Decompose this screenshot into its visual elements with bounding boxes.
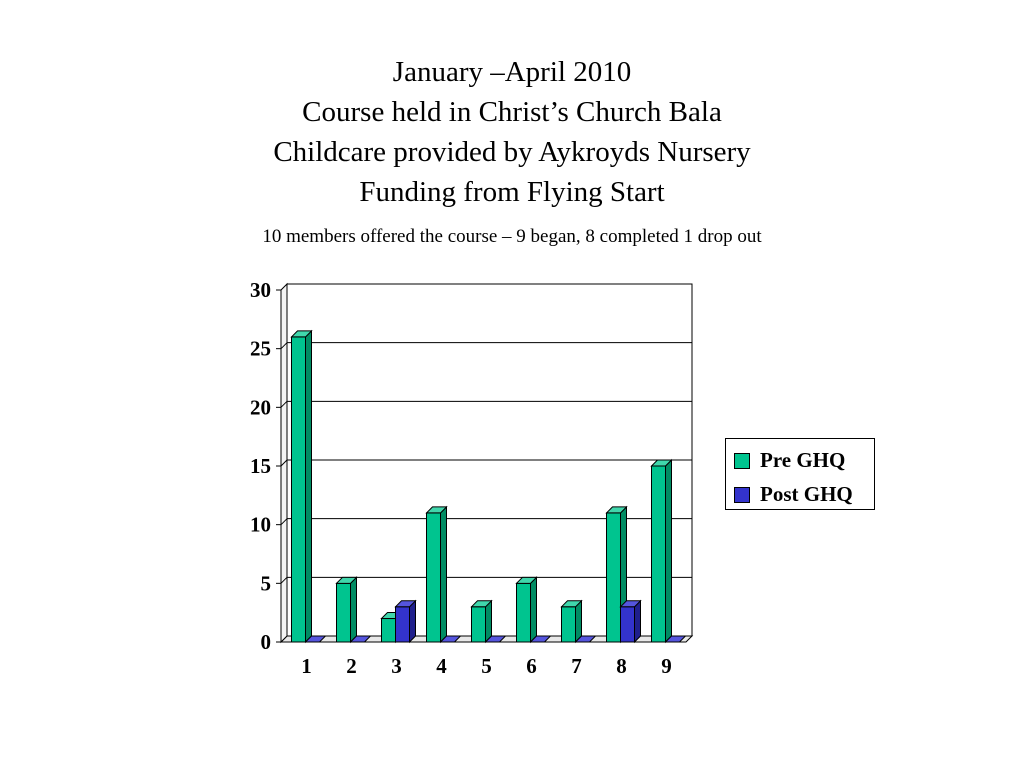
x-tick-label: 7 — [571, 654, 582, 678]
x-tick-label: 4 — [436, 654, 447, 678]
bar-pre-ghq-6-side — [531, 577, 537, 642]
x-tick-label: 8 — [616, 654, 627, 678]
legend-swatch-pre-ghq — [734, 453, 750, 469]
x-tick-label: 1 — [301, 654, 312, 678]
y-tick-label: 15 — [250, 454, 271, 478]
title-line-3: Childcare provided by Aykroyds Nursery — [273, 136, 751, 168]
legend-item-post-ghq — [734, 482, 853, 507]
x-tick-label: 6 — [526, 654, 537, 678]
bar-pre-ghq-2 — [337, 583, 351, 642]
title-line-4: Funding from Flying Start — [359, 176, 665, 208]
bar-pre-ghq-6 — [517, 583, 531, 642]
chart-subtitle: 10 members offered the course – 9 began, 8 completed 1 drop out — [262, 226, 762, 247]
bar-post-ghq-8-side — [635, 601, 641, 642]
legend — [725, 438, 875, 510]
y-tick-label: 5 — [260, 571, 271, 596]
bar-pre-ghq-5-side — [486, 601, 492, 642]
bar-pre-ghq-9 — [652, 466, 666, 642]
bar-pre-ghq-3 — [382, 619, 396, 642]
bar-pre-ghq-1 — [292, 337, 306, 642]
legend-label-pre-ghq: Pre GHQ — [760, 448, 846, 472]
bar-pre-ghq-4-side — [441, 507, 447, 642]
x-tick-label: 5 — [481, 654, 492, 678]
bar-pre-ghq-1-side — [306, 331, 312, 642]
x-tick-label: 9 — [661, 654, 672, 678]
bar-pre-ghq-5 — [472, 607, 486, 642]
legend-label-post-ghq: Post GHQ — [760, 482, 853, 506]
bar-post-ghq-3 — [396, 607, 410, 642]
bar-pre-ghq-9-side — [666, 460, 672, 642]
bar-pre-ghq-7-side — [576, 601, 582, 642]
bar-pre-ghq-7 — [562, 607, 576, 642]
bar-pre-ghq-4 — [427, 513, 441, 642]
legend-item-pre-ghq — [734, 448, 845, 473]
y-tick-label: 25 — [250, 336, 271, 361]
y-tick-label: 10 — [250, 512, 271, 537]
legend-swatch-post-ghq — [734, 487, 750, 503]
title-line-2: Course held in Christ’s Church Bala — [302, 96, 722, 128]
x-tick-label: 3 — [391, 654, 402, 678]
bar-pre-ghq-2-side — [351, 577, 357, 642]
bar-post-ghq-8 — [621, 607, 635, 642]
x-tick-label: 2 — [346, 654, 357, 678]
y-tick-label: 30 — [250, 278, 271, 302]
y-tick-label: 20 — [250, 395, 271, 420]
title-line-1: January –April 2010 — [392, 56, 632, 88]
bar-post-ghq-3-side — [410, 601, 416, 642]
bar-pre-ghq-8 — [607, 513, 621, 642]
y-tick-label: 0 — [260, 630, 271, 654]
